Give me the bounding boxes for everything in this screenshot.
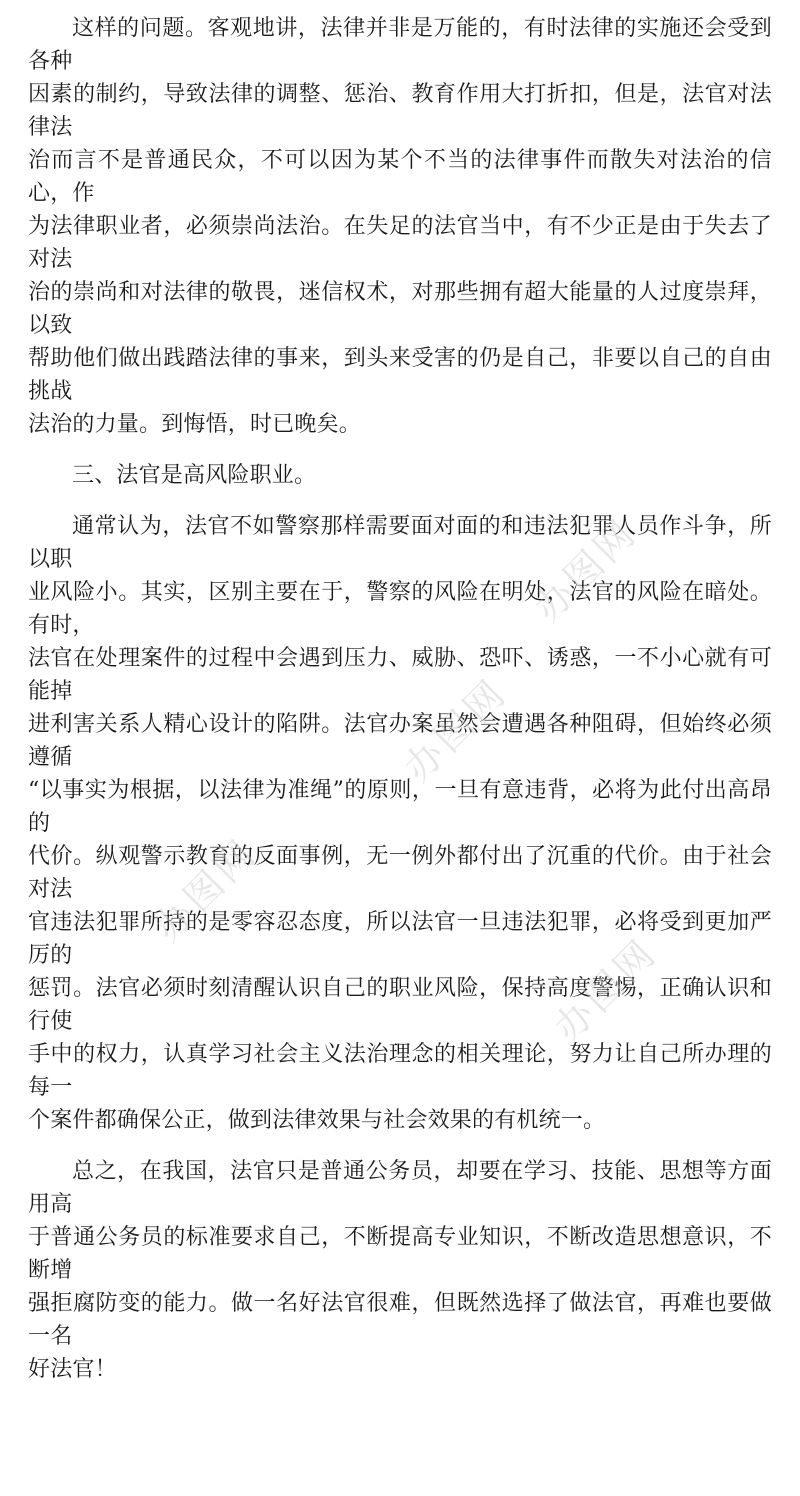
- heading-text: 三、法官是高风险职业。: [72, 463, 317, 488]
- watermark: 办图网: [545, 929, 666, 1051]
- text-line: 于普通公务员的标准要求自己，不断提高专业知识，不断改造思想意识，不断增: [28, 1225, 772, 1283]
- paragraph-3: [28, 510, 772, 1137]
- text-line: 个案件都确保公正，做到法律效果与社会效果的有机统一。: [28, 1108, 606, 1133]
- text-line: 通常认为，法官不如警察那样需要面对面的和违法犯罪人员作斗争，所以职: [28, 514, 772, 572]
- watermark: 办图网: [395, 669, 516, 791]
- text-line: 官违法犯罪所持的是零容忍态度，所以法官一旦违法犯罪，必将受到更加严厉的: [28, 910, 772, 968]
- text-line: 惩罚。法官必须时刻清醒认识自己的职业风险，保持高度警惕，正确认识和行使: [28, 976, 772, 1034]
- watermark: 办图网: [145, 829, 266, 951]
- text-line: 法官在处理案件的过程中会遇到压力、威胁、恐吓、诱惑，一不小心就有可能掉: [28, 646, 772, 704]
- paragraph-1: [28, 12, 772, 441]
- text-line: 代价。纵观警示教育的反面事例，无一例外都付出了沉重的代价。由于社会对法: [28, 844, 772, 902]
- text-line: 帮助他们做出践踏法律的事来，到头来受害的仍是自己，非要以自己的自由挑战: [28, 346, 772, 404]
- text-line: “以事实为根据，以法律为准绳”的原则，一旦有意违背，必将为此付出高昂的: [28, 778, 772, 836]
- text-line: 好法官！: [28, 1357, 117, 1382]
- text-line: 强拒腐防变的能力。做一名好法官很难，但既然选择了做法官，再难也要做一名: [28, 1291, 772, 1349]
- watermark: 办图网: [525, 509, 646, 631]
- text-line: 手中的权力，认真学习社会主义法治理念的相关理论，努力让自己所办理的每一: [28, 1042, 772, 1100]
- section-heading: [28, 459, 772, 492]
- document-page: [28, 12, 772, 1386]
- text-line: 治的崇尚和对法律的敬畏，迷信权术，对那些拥有超大能量的人过度崇拜，以致: [28, 280, 772, 338]
- text-line: 这样的问题。客观地讲，法律并非是万能的，有时法律的实施还会受到各种: [28, 16, 772, 74]
- text-line: 进利害关系人精心设计的陷阱。法官办案虽然会遭遇各种阻碍，但始终必须遵循: [28, 712, 772, 770]
- paragraph-4: [28, 1155, 772, 1386]
- text-line: 法治的力量。到悔悟，时已晚矣。: [28, 412, 362, 437]
- text-line: 治而言不是普通民众，不可以因为某个不当的法律事件而散失对法治的信心，作: [28, 148, 772, 206]
- text-line: 业风险小。其实，区别主要在于，警察的风险在明处，法官的风险在暗处。有时，: [28, 580, 772, 638]
- text-line: 为法律职业者，必须崇尚法治。在失足的法官当中，有不少正是由于失去了对法: [28, 214, 772, 272]
- text-line: 总之，在我国，法官只是普通公务员，却要在学习、技能、思想等方面用高: [28, 1159, 772, 1217]
- text-line: 因素的制约，导致法律的调整、惩治、教育作用大打折扣，但是，法官对法律法: [28, 82, 772, 140]
